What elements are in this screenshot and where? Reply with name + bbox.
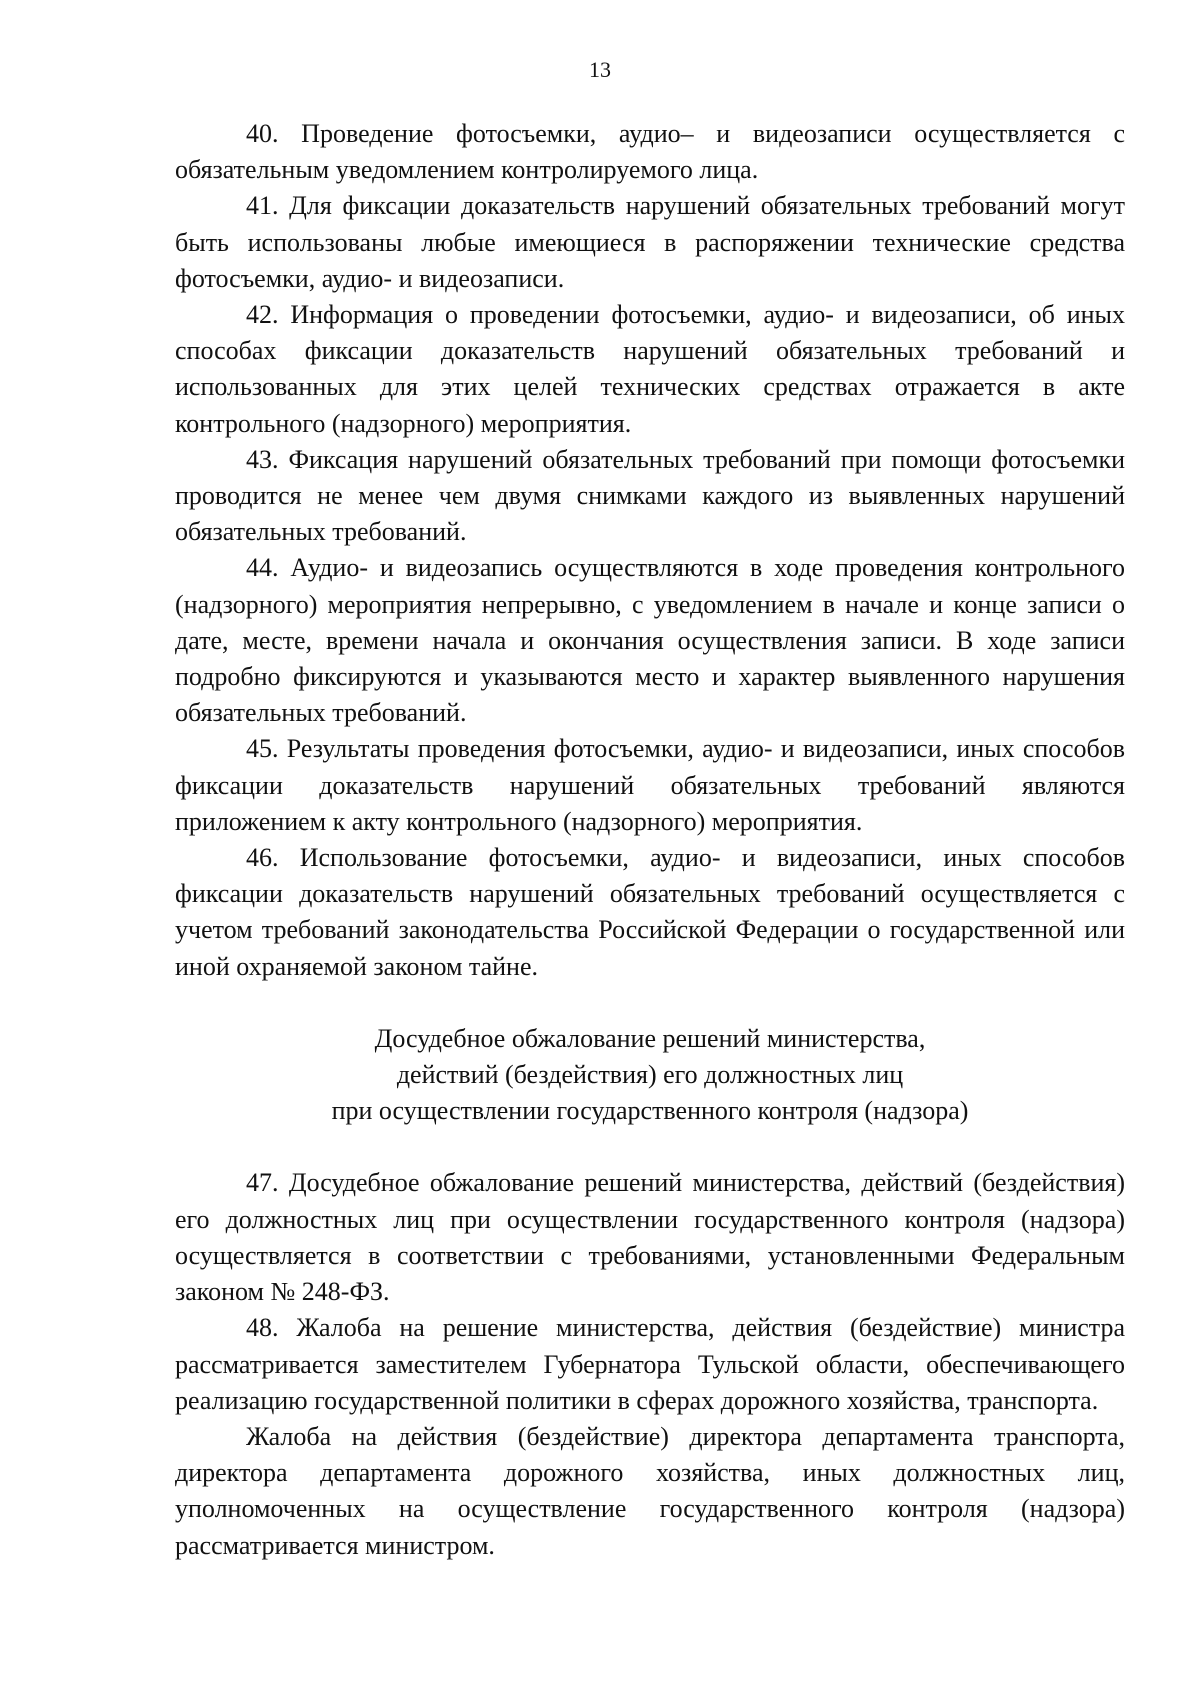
paragraph-45: 45. Результаты проведения фотосъемки, аудио- и видеозаписи, иных способов фиксации доказательств нарушений обязательных требований являются приложением к акту контрольного (надзорного) мероприятия. (175, 734, 1125, 836)
paragraph-48: 48. Жалоба на решение министерства, действия (бездействие) министра рассматривается заместителем Губернатора Тульской области, обеспечивающего реализацию государственной политики в сферах дорожного хозяйства, транспорта. (175, 1313, 1125, 1415)
heading-line: при осуществлении государственного контроля (надзора) (331, 1096, 969, 1126)
paragraph-44: 44. Аудио- и видеозапись осуществляются в ходе проведения контрольного (надзорного) мероприятия непрерывно, с уведомлением в начале и конце записи о дате, месте, времени начала и окончания осуществления записи. В ходе записи подробно фиксируются и указываются место и характер выявленного нарушения обязательных требований. (175, 553, 1125, 728)
paragraph-46: 46. Использование фотосъемки, аудио- и видеозаписи, иных способов фиксации доказательств нарушений обязательных требований осуществляется с учетом требований законодательства Российской Федерации о государственной или иной охраняемой законом тайне. (175, 843, 1125, 981)
paragraph-41: 41. Для фиксации доказательств нарушений обязательных требований могут быть использованы любые имеющиеся в распоряжении технические средства фотосъемки, аудио- и видеозаписи. (175, 191, 1125, 293)
paragraph-48-continued: Жалоба на действия (бездействие) директора департамента транспорта, директора департамента дорожного хозяйства, иных должностных лиц, уполномоченных на осуществление государственного контроля (надзора) рассматривается министром. (175, 1421, 1125, 1560)
paragraph-40: 40. Проведение фотосъемки, аудио– и видеозаписи осуществляется с обязательным уведомлением контролируемого лица. (175, 119, 1125, 185)
paragraph-42: 42. Информация о проведении фотосъемки, аудио- и видеозаписи, об иных способах фиксации доказательств нарушений обязательных требований и использованных для этих целей технических средствах отражается в акте контрольного (надзорного) мероприятия. (175, 300, 1125, 438)
section-heading (175, 1021, 1125, 1130)
heading-line: действий (бездействия) его должностных лиц (396, 1060, 904, 1090)
document-body (175, 116, 1125, 1564)
page-number: 13 (589, 57, 611, 82)
paragraph-43: 43. Фиксация нарушений обязательных требований при помощи фотосъемки проводится не менее чем двумя снимками каждого из выявленных нарушений обязательных требований. (175, 444, 1125, 547)
heading-line: Досудебное обжалование решений министерства, (374, 1023, 926, 1053)
paragraph-47: 47. Досудебное обжалование решений министерства, действий (бездействия) его должностных лиц при осуществлении государственного контроля (надзора) осуществляется в соответствии с требованиями, установленными Федеральным законом № 248-ФЗ. (175, 1168, 1125, 1307)
